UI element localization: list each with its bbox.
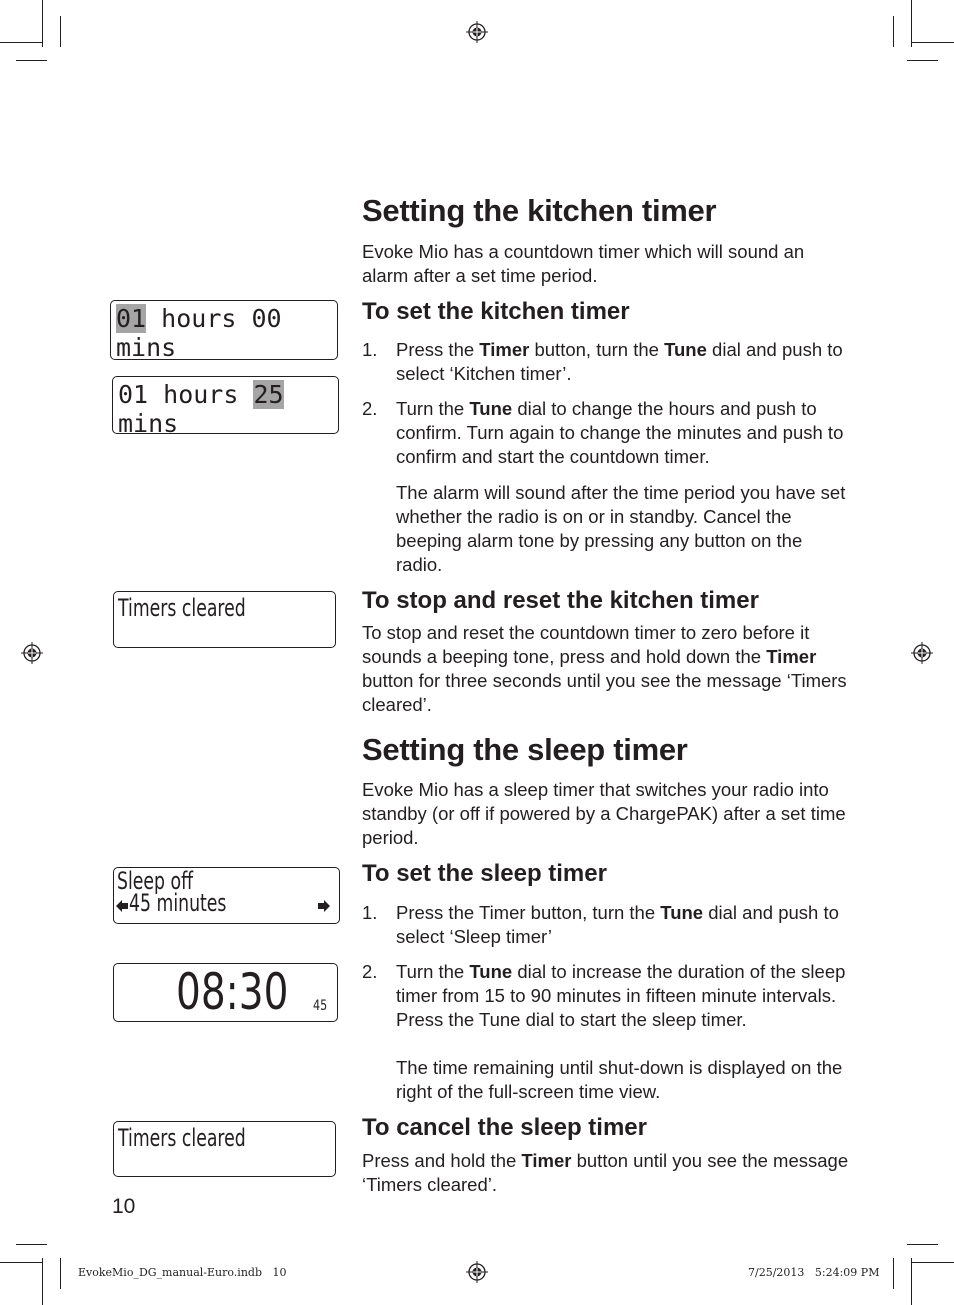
display-hours-text: 01 hours 00 mins [116,304,282,362]
stop-kitchen-timer-text: To stop and reset the countdown timer to zero before it sounds a beeping tone, press and hold down the Timer button for three seconds until you see the message ‘Timers cleared’. [362,622,847,715]
kitchen-step-2-note: The alarm will sound after the time period you have set whether the radio is on or in standby. Cancel the beeping alarm tone by pressing any button on the radio. [396,482,846,575]
registration-mark-icon [21,642,43,664]
display-sleep-line2: 45 minutes [129,889,227,917]
stop-kitchen-timer-heading: To stop and reset the kitchen timer [362,587,759,614]
kitchen-timer-title: Setting the kitchen timer [362,193,717,228]
display-message: Timers cleared [118,1124,246,1152]
crop-mark [16,60,47,61]
crop-mark [60,16,61,47]
registration-mark-icon [911,642,933,664]
crop-mark [16,1244,47,1245]
cancel-sleep-timer-text: Press and hold the Timer button until you see the message ‘Timers cleared’. [362,1150,849,1195]
page-number: 10 [112,1195,136,1218]
crop-mark [893,16,894,47]
crop-mark [42,1258,43,1305]
sleep-timer-title: Setting the sleep timer [362,732,688,767]
crop-mark [911,1258,912,1305]
step-number: 1. [362,339,378,360]
arrow-left-icon [116,900,128,912]
footer-timestamp: 7/25/2013 5:24:09 PM [748,1266,880,1279]
sleep-step-2-note: The time remaining until shut-down is displayed on the right of the full-screen time view. [396,1057,843,1102]
step-text: Turn the Tune dial to increase the duration of the sleep timer from 15 to 90 minutes in fifteen minute intervals. Press the Tune dial to start the sleep timer. [396,961,846,1030]
crop-mark [912,1262,954,1263]
crop-mark [893,1258,894,1289]
step-text: Press the Timer button, turn the Tune dial and push to select ‘Sleep timer’ [396,902,839,947]
cancel-sleep-timer-heading: To cancel the sleep timer [362,1114,647,1141]
display-hours [110,300,338,360]
set-sleep-timer-heading: To set the sleep timer [362,860,607,887]
step-number: 2. [362,398,378,419]
set-kitchen-timer-heading: To set the kitchen timer [362,298,630,325]
display-sleep-remaining: 45 [313,998,328,1014]
crop-mark [907,60,938,61]
arrow-right-icon [318,900,330,912]
step-number: 2. [362,961,378,982]
display-timers-cleared [113,591,336,648]
footer-file-info: EvokeMio_DG_manual-Euro.indb 10 [78,1266,287,1279]
sleep-timer-intro: Evoke Mio has a sleep timer that switches your radio into standby (or off if powered by a ChargePAK) after a set time period. [362,779,846,848]
crop-mark [0,42,42,43]
registration-mark-icon [466,21,488,43]
step-text: Press the Timer button, turn the Tune dial and push to select ‘Kitchen timer’. [396,339,843,384]
display-timers-cleared [113,1121,336,1177]
crop-mark [0,1262,42,1263]
registration-mark-icon [466,1261,488,1283]
display-message: Timers cleared [118,594,246,622]
display-sleep-line1: Sleep off [117,867,193,895]
display-clock-time: 08:30 [176,963,289,1021]
kitchen-timer-intro: Evoke Mio has a countdown timer which will sound an alarm after a set time period. [362,241,805,286]
display-minutes-text: 01 hours 25 mins [118,380,284,438]
crop-mark [60,1258,61,1289]
display-clock [113,963,338,1022]
display-sleep-timer [113,867,340,924]
crop-mark [907,1244,938,1245]
crop-mark [911,0,912,47]
crop-mark [912,42,954,43]
crop-mark [42,0,43,47]
step-text: Turn the Tune dial to change the hours and push to confirm. Turn again to change the minutes and push to confirm and start the countdown timer. [396,398,844,467]
step-number: 1. [362,902,378,923]
display-minutes [112,376,339,438]
